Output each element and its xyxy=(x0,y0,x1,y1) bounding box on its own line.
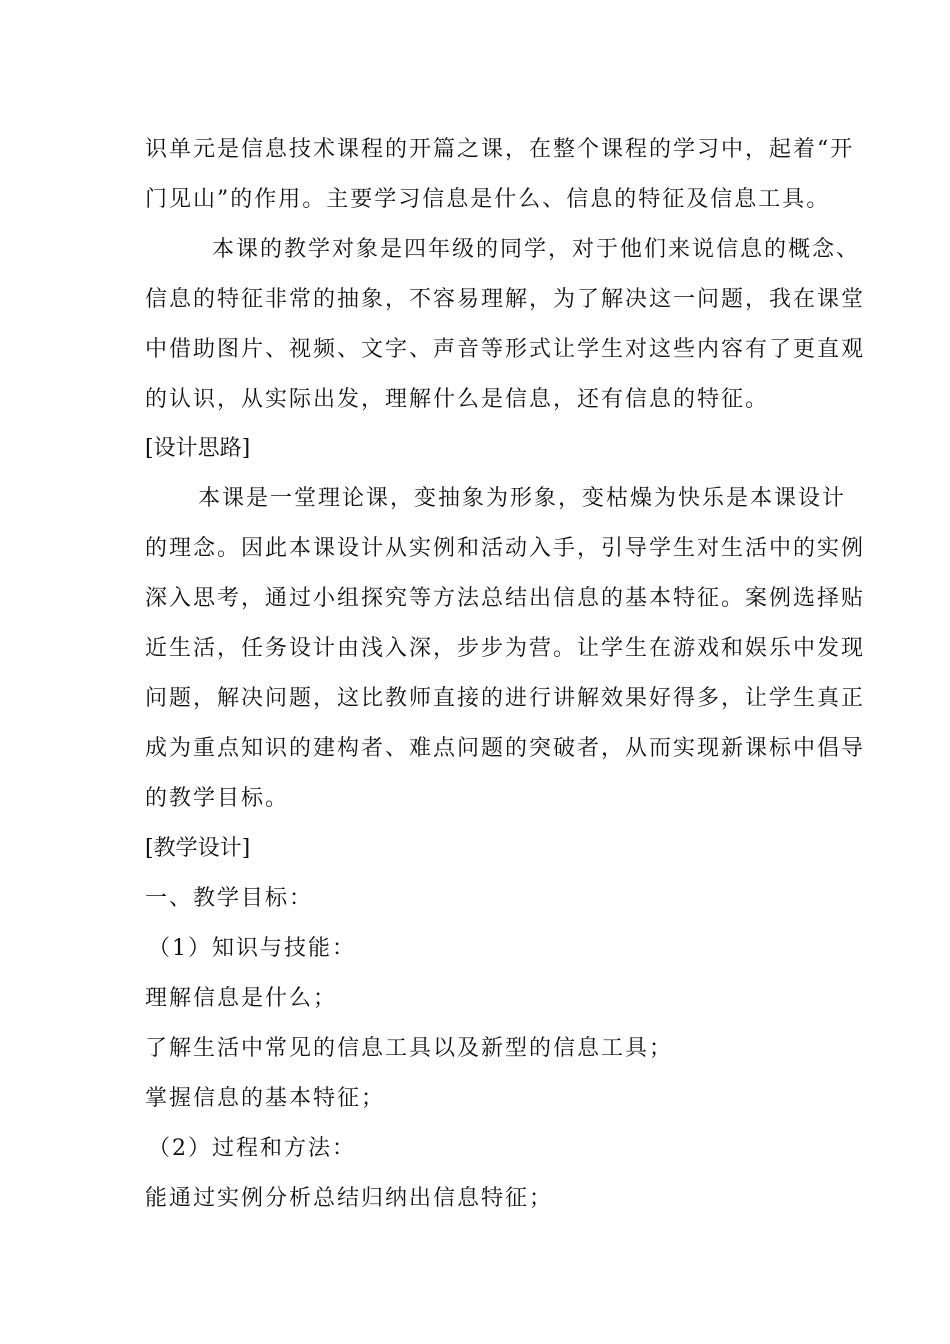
subheading: （2）过程和方法： xyxy=(148,1136,356,1161)
paragraph-line: 识单元是信息技术课程的开篇之课，在整个课程的学习中，起着“开 xyxy=(145,137,855,162)
paragraph-line: 的理念。因此本课设计从实例和活动入手，引导学生对生活中的实例 xyxy=(145,536,866,561)
list-item: 了解生活中常见的信息工具以及新型的信息工具； xyxy=(145,1036,674,1061)
paragraph-line: 问题，解决问题，这比教师直接的进行讲解效果好得多，让学生真正 xyxy=(145,686,866,711)
paragraph-line: 的教学目标。 xyxy=(145,786,290,811)
section-heading: [教学设计] xyxy=(145,836,251,861)
list-item: 掌握信息的基本特征； xyxy=(145,1086,386,1111)
paragraph-line: 成为重点知识的建构者、难点问题的突破者，从而实现新课标中倡导 xyxy=(145,736,866,761)
paragraph-line: 本课的教学对象是四年级的同学，对于他们来说信息的概念、 xyxy=(212,237,861,262)
paragraph-line: 本课是一堂理论课，变抽象为形象，变枯燥为快乐是本课设计 xyxy=(198,486,847,511)
subheading: 一、教学目标： xyxy=(145,886,314,911)
paragraph-line: 门见山”的作用。主要学习信息是什么、信息的特征及信息工具。 xyxy=(145,187,831,212)
subheading: （1）知识与技能： xyxy=(148,936,356,961)
section-heading: [设计思路] xyxy=(145,436,251,461)
paragraph-line: 中借助图片、视频、文字、声音等形式让学生对这些内容有了更直观 xyxy=(145,337,866,362)
paragraph-line: 深入思考，通过小组探究等方法总结出信息的基本特征。案例选择贴 xyxy=(145,586,866,611)
paragraph-line: 信息的特征非常的抽象，不容易理解，为了解决这一问题，我在课堂 xyxy=(145,287,866,312)
list-item: 理解信息是什么； xyxy=(145,986,338,1011)
list-item: 能通过实例分析总结归纳出信息特征； xyxy=(145,1186,554,1211)
paragraph-line: 近生活，任务设计由浅入深，步步为营。让学生在游戏和娱乐中发现 xyxy=(145,636,866,661)
paragraph-line: 的认识，从实际出发，理解什么是信息，还有信息的特征。 xyxy=(145,387,770,412)
